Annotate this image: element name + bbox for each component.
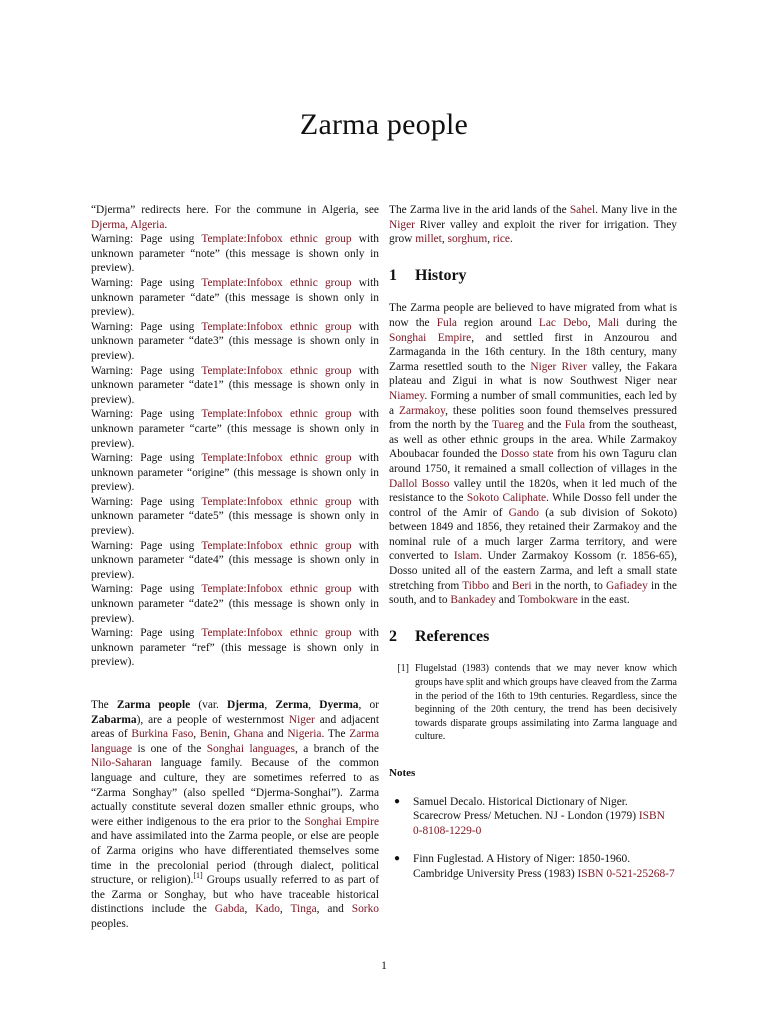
warning-text-end: with unknown parameter “carte” (this message is shown only in preview). <box>91 408 380 450</box>
text-run: in the east. <box>577 594 630 607</box>
warning-text-end: with unknown parameter “origine” (this message is shown only in preview). <box>91 452 380 494</box>
warning-text: Warning: Page using <box>91 452 202 465</box>
link-ghana[interactable]: Ghana <box>233 728 264 741</box>
text-run: (a sub division of Sokoto) between 1849 and 1856, they retained their Zarmakoy and the nominal rule of a much larger Zarma territory, and were converted to <box>389 506 677 563</box>
link-template-infobox-ethnic-group[interactable]: Template:Infobox ethnic group <box>201 408 352 421</box>
warning-text-end: with unknown parameter “date5” (this message is shown only in preview). <box>91 495 380 538</box>
link-template-infobox-ethnic-group[interactable]: Template:Infobox ethnic group <box>201 452 352 465</box>
reference-marker[interactable]: [1] <box>397 663 409 675</box>
text-run: is one of the <box>132 742 207 755</box>
link-zarmakoy[interactable]: Zarmakoy <box>399 404 446 417</box>
link-rice[interactable]: rice <box>492 233 510 246</box>
warning-item <box>91 495 379 539</box>
warning-text: Warning: Page using <box>91 320 202 333</box>
section-number: 2 <box>389 627 397 645</box>
book-item <box>389 852 677 881</box>
text-run: , <box>487 233 493 246</box>
text-run: , <box>587 316 598 329</box>
text-run: , and <box>316 903 352 916</box>
book-citation <box>413 852 677 881</box>
link-sorghum[interactable]: sorghum <box>447 233 488 246</box>
intro-paragraph <box>91 698 379 932</box>
text-run: The Zarma live in the arid lands of the <box>389 204 570 216</box>
warning-text: Warning: Page using <box>91 539 202 552</box>
history-heading <box>389 266 677 284</box>
text-run: Groups usually referred to as part of the Zarma or Songhay, but who have traceable historical distinctions include the <box>91 874 379 916</box>
link-template-infobox-ethnic-group[interactable]: Template:Infobox ethnic group <box>201 539 352 552</box>
link-songhai-empire[interactable]: Songhai Empire <box>389 331 472 344</box>
text-run: and adjacent areas of <box>91 713 379 741</box>
text-run: and the <box>523 419 565 432</box>
warning-item <box>91 364 379 408</box>
warning-text-end: with unknown parameter “date3” (this message is shown only in preview). <box>91 320 380 362</box>
text-run: , and settled first in Anzourou and Zarmaganda in the 16th century. In the 18th century, many Zarma resettled south to the <box>389 331 677 373</box>
redirect-note <box>91 203 379 232</box>
link-gabda[interactable]: Gabda <box>214 903 245 916</box>
link-gando[interactable]: Gando <box>508 506 539 519</box>
text-run: during the <box>619 316 678 329</box>
isbn-link[interactable]: ISBN 0-521-25268-7 <box>577 867 675 880</box>
link-dallol-bosso[interactable]: Dallol Bosso <box>389 477 450 490</box>
book-text: Samuel Decalo. Historical Dictionary of Niger. Scarecrow Press/ Metuchen. NJ - London (1979) <box>413 795 639 823</box>
section-label: History <box>415 266 467 284</box>
right-column <box>389 203 677 896</box>
warning-text-end: with unknown parameter “note” (this message is shown only in preview). <box>91 233 380 275</box>
text-run: and have assimilated into the Zarma people, or else are people of Zarma origins who have differentiated themselves some time in the precolonial period (through dialect, political structure, or religion). <box>91 830 379 887</box>
warning-item <box>91 320 379 364</box>
link-tinga[interactable]: Tinga <box>290 903 317 916</box>
text-run: . Under Zarmakoy Kossom (r. 1856-65), Dosso united all of the eastern Zarma, and left a small state stretching from <box>389 550 677 592</box>
redirect-text: “Djerma” redirects here. For the commune in Algeria, see <box>91 204 379 216</box>
bullet-icon: ● <box>393 853 401 865</box>
reference-text: Flugelstad (1983) contends that we may never know which groups have split and which groups have cleaved from the Zarma in the period of the 16th to 19th centuries. Regardless, since the beginning of the 20th century, the trend has been decisively towards disparate groups assimilating into Zarma language and culture. <box>415 663 677 743</box>
link-nilo-saharan[interactable]: Nilo-Saharan <box>91 757 152 770</box>
warning-text: Warning: Page using <box>91 627 202 640</box>
link-template-infobox-ethnic-group[interactable]: Template:Infobox ethnic group <box>201 495 352 508</box>
text-run: from the southeast, as well as other ethnic groups in the area. While Zarmakoy Aboubacar founded the <box>389 419 677 461</box>
link-gafiadey[interactable]: Gafiadey <box>606 579 648 592</box>
warning-item <box>91 407 379 451</box>
text-run: The Zarma people are believed to have migrated from what is now the <box>389 302 677 329</box>
warning-text-end: with unknown parameter “ref” (this message is shown only in preview). <box>91 627 380 669</box>
bullet-icon: ● <box>393 795 401 807</box>
text-run: , <box>244 903 256 916</box>
warning-text-end: with unknown parameter “date2” (this message is shown only in preview). <box>91 583 380 625</box>
link-fula[interactable]: Fula <box>436 316 457 329</box>
warning-item <box>91 539 379 583</box>
warning-item <box>91 626 379 670</box>
link-islam[interactable]: Islam <box>453 550 480 563</box>
text-run: , <box>264 699 276 711</box>
link-sahel[interactable]: Sahel <box>569 204 596 216</box>
warning-list <box>91 232 379 670</box>
link-template-infobox-ethnic-group[interactable]: Template:Infobox ethnic group <box>201 276 352 289</box>
warning-text-end: with unknown parameter “date” (this message is shown only in preview). <box>91 276 380 319</box>
link-template-infobox-ethnic-group[interactable]: Template:Infobox ethnic group <box>201 233 352 246</box>
book-text: Finn Fuglestad. A History of Niger: 1850-1960. Cambridge University Press (1983) <box>413 853 631 880</box>
link-sorko[interactable]: Sorko <box>351 903 379 916</box>
book-list <box>389 795 677 882</box>
text-run: , <box>441 233 448 246</box>
link-djerma-algeria[interactable]: Djerma, Algeria <box>91 218 165 231</box>
text-run: . Forming a number of small communities, each led by a <box>389 389 677 417</box>
link-beri[interactable]: Beri <box>511 579 532 592</box>
link-benin[interactable]: Benin <box>199 728 228 741</box>
bold-term: Zabarma <box>91 713 137 726</box>
warning-text: Warning: Page using <box>91 364 202 377</box>
text-run: ), are a people of westernmost <box>136 713 289 726</box>
text-run: , <box>279 903 291 916</box>
warning-item <box>91 232 379 276</box>
text-run: . The <box>321 728 350 741</box>
warning-text: Warning: Page using <box>91 408 202 421</box>
text-run: region around <box>456 316 539 329</box>
link-mali[interactable]: Mali <box>597 316 620 329</box>
text-run: , <box>308 699 320 711</box>
bold-term: Dyerma <box>319 699 359 711</box>
book-item <box>389 795 677 839</box>
link-template-infobox-ethnic-group[interactable]: Template:Infobox ethnic group <box>201 627 352 640</box>
text-run: and <box>489 579 512 592</box>
text-run: language family. Because of the common language and culture, they are sometimes referred to as “Zarma Songhay” (also spelled “Djerma-Songhai”). Zarma actually constitute several dozen smaller ethnic groups, who were either indigenous to the era prior to the <box>91 757 379 828</box>
book-citation <box>413 795 677 839</box>
redirect-text-end: . <box>164 218 168 231</box>
section-number: 1 <box>389 266 397 284</box>
text-run: and <box>263 728 288 741</box>
link-niger[interactable]: Niger <box>389 218 415 231</box>
link-dosso-state[interactable]: Dosso state <box>500 448 554 461</box>
link-niamey[interactable]: Niamey <box>389 389 425 402</box>
bold-term: Djerma <box>227 699 265 711</box>
link-songhai-empire[interactable]: Songhai Empire <box>304 815 380 828</box>
link-songhai-languages[interactable]: Songhai languages <box>206 742 295 755</box>
references-heading <box>389 627 677 645</box>
link-niger-river[interactable]: Niger River <box>530 360 587 373</box>
link-tuareg[interactable]: Tuareg <box>491 419 524 432</box>
link-nigeria[interactable]: Nigeria <box>287 728 322 741</box>
link-template-infobox-ethnic-group[interactable]: Template:Infobox ethnic group <box>201 320 352 333</box>
warning-item <box>91 582 379 626</box>
reference-list <box>389 662 677 744</box>
link-sokoto-caliphate[interactable]: Sokoto Caliphate <box>466 492 547 505</box>
text-run: in the south, and to <box>389 579 677 607</box>
text-run: from his own Taguru clan around 1750, it remained a small collection of villages in the <box>389 448 677 475</box>
text-run: River valley and exploit the river for irrigation. They grow <box>389 218 677 246</box>
link-template-infobox-ethnic-group[interactable]: Template:Infobox ethnic group <box>201 583 352 596</box>
text-run: . Many live in the <box>595 204 678 216</box>
bold-term: Zerma <box>275 699 309 711</box>
warning-item <box>91 451 379 495</box>
text-run: peoples. <box>91 917 129 930</box>
warning-text: Warning: Page using <box>91 233 202 246</box>
link-bankadey[interactable]: Bankadey <box>450 594 496 607</box>
link-kado[interactable]: Kado <box>255 903 280 916</box>
warning-text: Warning: Page using <box>91 495 202 508</box>
text-run: , <box>193 728 200 741</box>
text-run: valley until the 1820s, when it led much of the resistance to the <box>389 477 677 505</box>
isbn-link[interactable]: ISBN 0-8108-1229-0 <box>413 810 665 837</box>
text-run: in the north, to <box>531 579 607 592</box>
text-run: . <box>510 233 513 246</box>
warning-text: Warning: Page using <box>91 276 202 289</box>
page-number: 1 <box>381 960 387 972</box>
page-title: Zarma people <box>299 108 469 141</box>
section-label: References <box>415 627 490 645</box>
notes-heading: Notes <box>389 767 416 779</box>
warning-item <box>91 276 379 320</box>
text-run: The <box>91 699 117 711</box>
link-tombokware[interactable]: Tombokware <box>517 594 578 607</box>
link-zarma-language[interactable]: Zarma language <box>91 728 380 755</box>
text-run: and <box>495 594 518 607</box>
text-run: valley, the Fakara plateau and Zigui in what is now Southwest Niger near <box>389 360 678 388</box>
lead-paragraph <box>389 203 677 247</box>
warning-text: Warning: Page using <box>91 583 202 596</box>
link-fula[interactable]: Fula <box>564 419 586 432</box>
link-niger[interactable]: Niger <box>288 713 315 726</box>
link-lac-debo[interactable]: Lac Debo <box>538 316 588 329</box>
warning-text-end: with unknown parameter “date4” (this message is shown only in preview). <box>91 539 380 581</box>
text-run: , a branch of the <box>295 742 379 755</box>
bold-term: Zarma people <box>116 699 191 711</box>
reference-item <box>389 662 677 744</box>
text-run: , <box>227 728 234 741</box>
link-burkina-faso[interactable]: Burkina Faso <box>131 728 194 741</box>
text-run: (var. <box>190 699 228 711</box>
link-tibbo[interactable]: Tibbo <box>462 579 490 592</box>
text-run: . While Dosso fell under the control of the Amir of <box>389 492 677 519</box>
history-paragraph <box>389 301 677 607</box>
link-template-infobox-ethnic-group[interactable]: Template:Infobox ethnic group <box>201 364 352 377</box>
text-run: , or <box>358 699 379 711</box>
text-run: , these polities soon found themselves pressured from the north by the <box>389 404 677 432</box>
citation-marker[interactable]: [1] <box>193 871 203 881</box>
warning-text-end: with unknown parameter “date1” (this message is shown only in preview). <box>91 364 380 406</box>
left-column <box>91 203 379 932</box>
link-millet[interactable]: millet <box>415 233 442 246</box>
